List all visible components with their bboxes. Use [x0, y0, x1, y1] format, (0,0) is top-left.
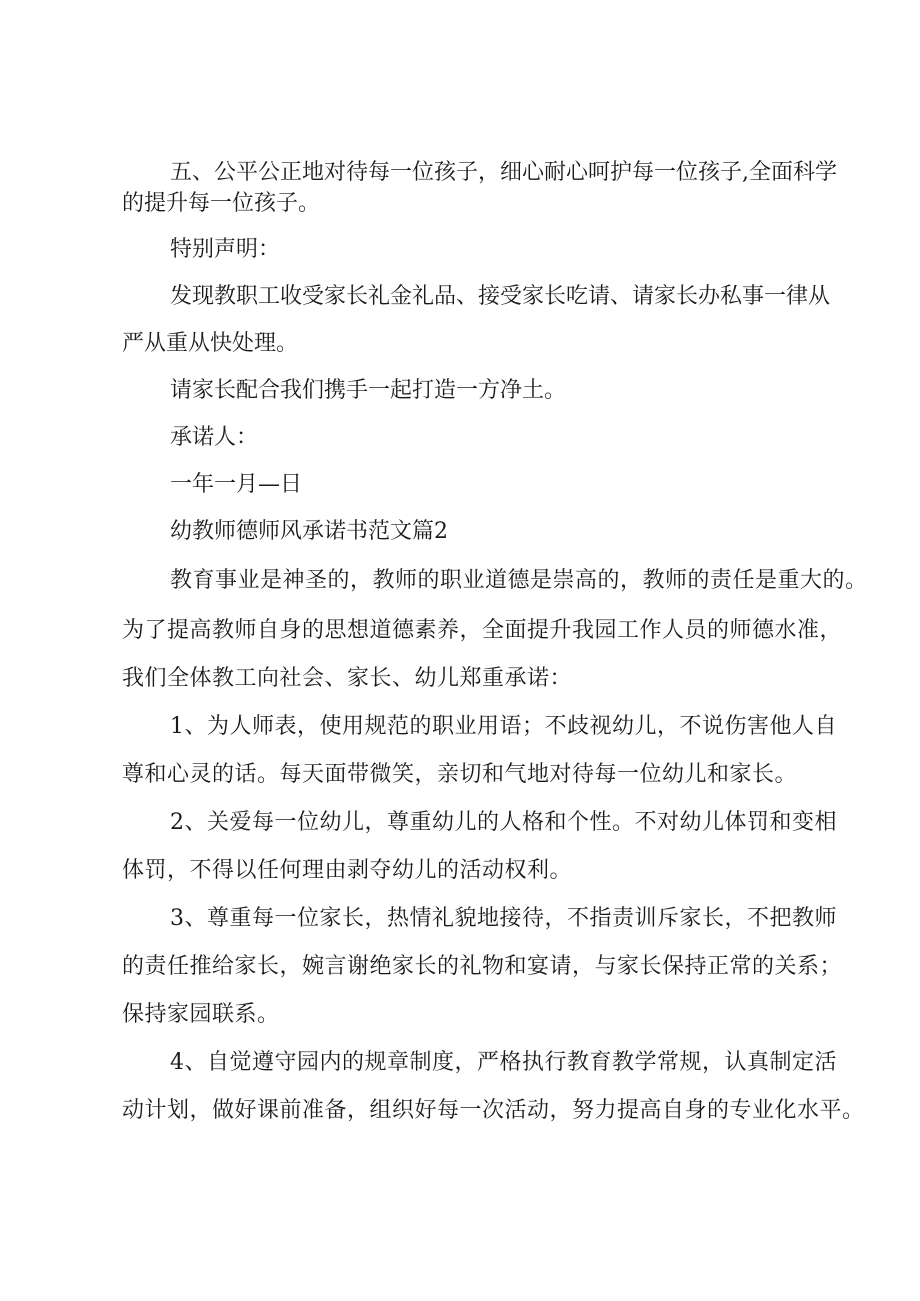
paragraph-intro-line-2: 为了提高教师自身的思想道德素养，全面提升我园工作人员的师德水准， — [122, 618, 843, 643]
item-1-line-2: 尊和心灵的话。每天面带微笑，亲切和气地对待每一位幼儿和家长。 — [122, 762, 798, 787]
item-4-line-2: 动计划，做好课前准备，组织好每一次活动，努力提高自身的专业化水平。 — [122, 1098, 865, 1123]
item-2-line-2: 体罚，不得以任何理由剥夺幼儿的活动权利。 — [122, 858, 573, 883]
paragraph-fairness-line-1: 五、公平公正地对待每一位孩子，细心耐心呵护每一位孩子,全面科学 — [170, 160, 837, 185]
special-statement-heading: 特别声明： — [170, 237, 281, 262]
signer-label: 承诺人： — [170, 425, 259, 450]
item-3-line-3: 保持家园联系。 — [122, 1002, 280, 1027]
item-3-line-1: 3、尊重每一位家长，热情礼貌地接待，不指责训斥家长，不把教师 — [170, 906, 837, 931]
paragraph-statement-line-1: 发现教职工收受家长礼金礼品、接受家长吃请、请家长办私事一律从 — [170, 284, 831, 309]
paragraph-intro-line-1: 教育事业是神圣的，教师的职业道德是崇高的，教师的责任是重大的。 — [170, 568, 868, 593]
paragraph-appeal: 请家长配合我们携手一起打造一方净土。 — [170, 378, 567, 403]
item-2-line-1: 2、关爱每一位幼儿，尊重幼儿的人格和个性。不对幼儿体罚和变相 — [170, 810, 837, 835]
item-3-line-2: 的责任推给家长，婉言谢绝家长的礼物和宴请，与家长保持正常的关系； — [122, 954, 843, 979]
paragraph-statement-line-2: 严从重从快处理。 — [122, 331, 299, 356]
item-4-line-1: 4、自觉遵守园内的规章制度，严格执行教育教学常规，认真制定活 — [170, 1050, 837, 1075]
date-line: 一年一月—日 — [170, 472, 303, 497]
paragraph-intro-line-3: 我们全体教工向社会、家长、幼儿郑重承诺： — [122, 666, 573, 691]
section-title: 幼教师德师风承诺书范文篇2 — [170, 519, 448, 544]
paragraph-fairness-line-2: 的提升每一位孩子。 — [122, 191, 321, 216]
item-1-line-1: 1、为人师表，使用规范的职业用语；不歧视幼儿，不说伤害他人自 — [170, 714, 837, 739]
